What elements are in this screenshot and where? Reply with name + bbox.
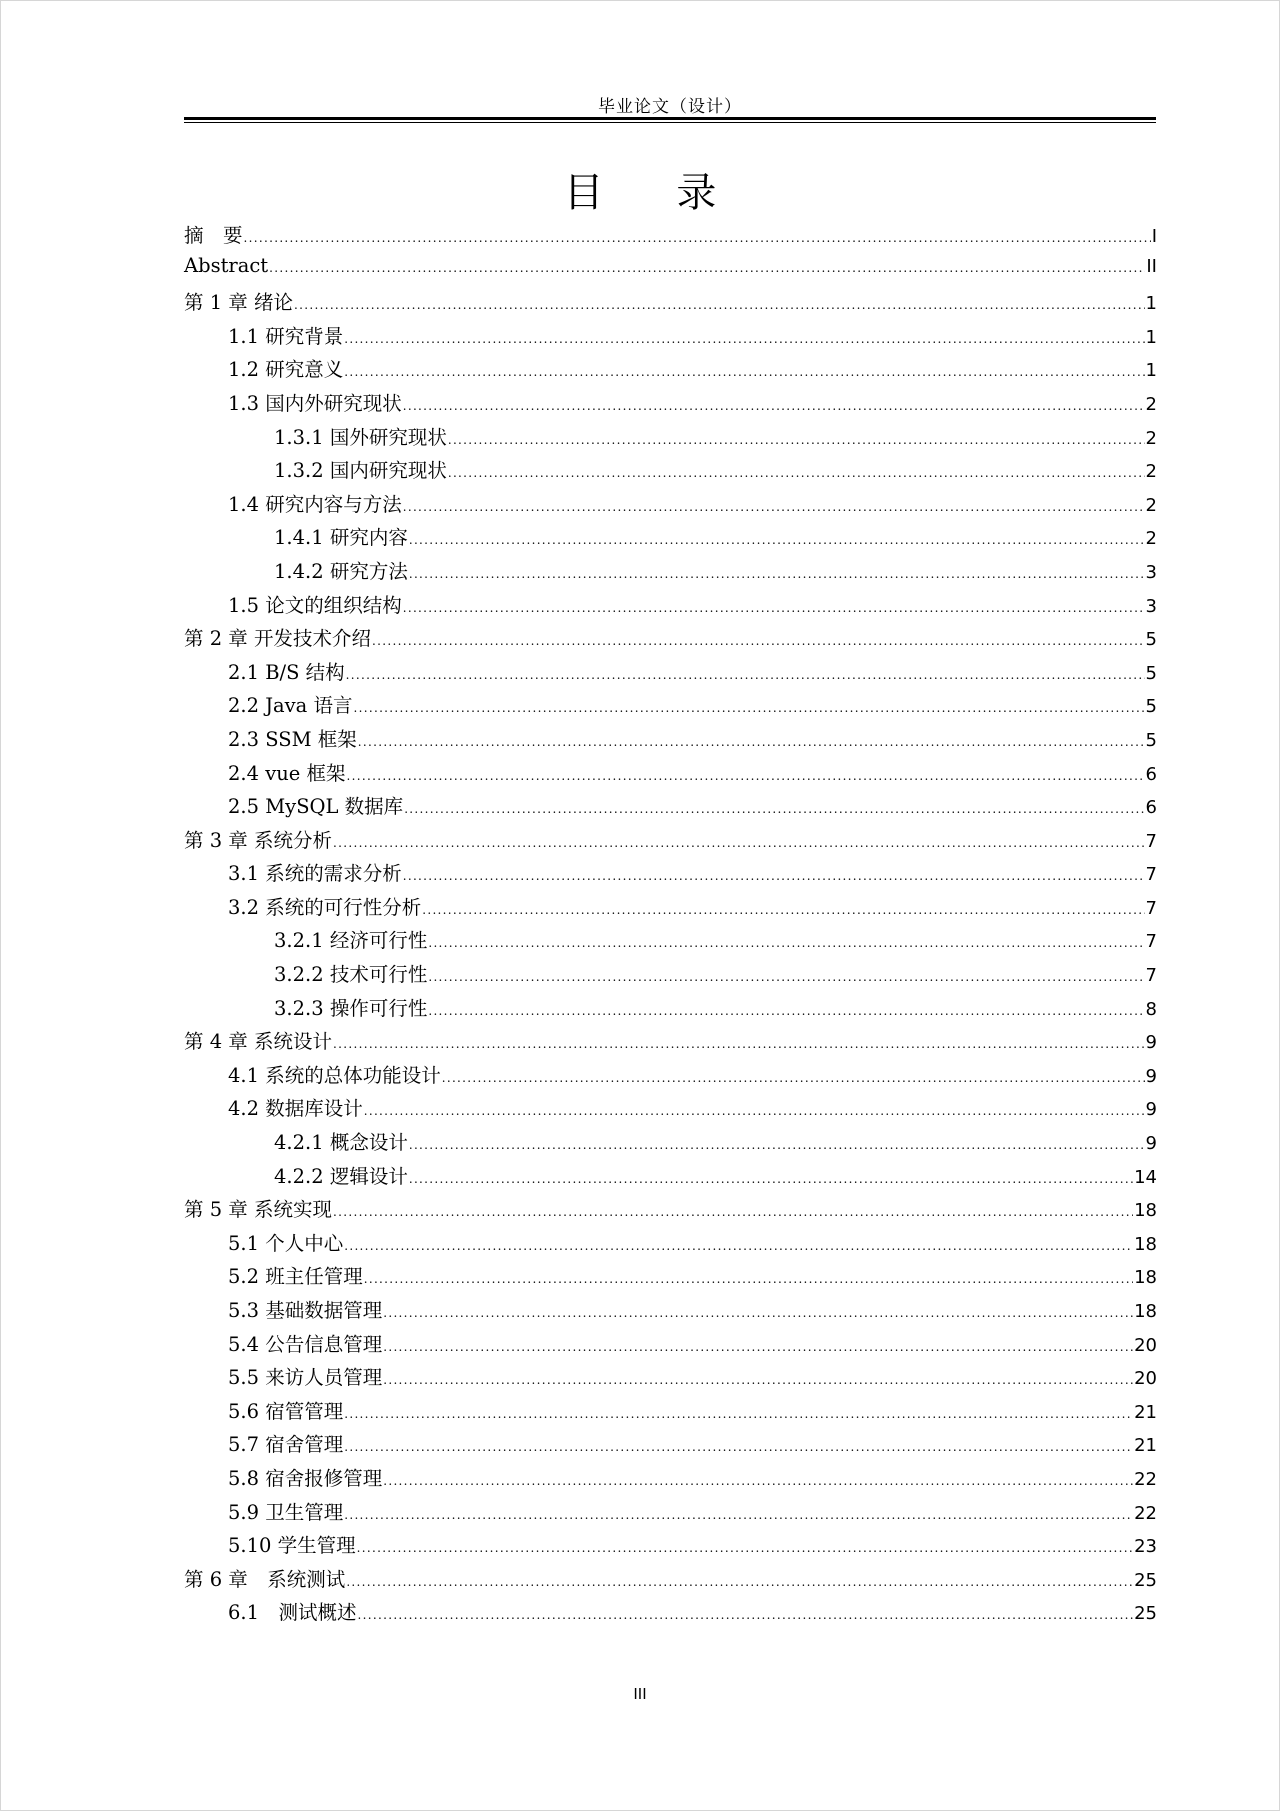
toc-leader-dots xyxy=(358,735,1145,749)
toc-entry-page: 1 xyxy=(1145,293,1157,315)
toc-entry-label: 4.2.1 概念设计 xyxy=(274,1131,408,1155)
toc-leader-dots xyxy=(357,1541,1133,1555)
toc-entry-label: 3.2.3 操作可行性 xyxy=(274,996,428,1020)
toc-entry-page: 18 xyxy=(1134,1200,1157,1222)
toc-entry[interactable] xyxy=(184,1060,1157,1094)
toc-entry[interactable] xyxy=(184,657,1157,691)
toc-entry-label: 2.3 SSM 框架 xyxy=(228,727,357,751)
toc-entry-page: 21 xyxy=(1134,1401,1157,1423)
toc-entry[interactable] xyxy=(184,993,1157,1027)
toc-entry-page: 14 xyxy=(1134,1166,1157,1188)
toc-entry-label: 第 1 章 绪论 xyxy=(184,291,294,315)
toc-leader-dots xyxy=(344,1239,1133,1253)
toc-entry-label: 5.10 学生管理 xyxy=(228,1534,356,1558)
toc-entry-label: 5.7 宿舍管理 xyxy=(228,1433,344,1457)
toc-entry-page: II xyxy=(1146,255,1157,277)
toc-entry[interactable] xyxy=(184,959,1157,993)
toc-entry-label: 2.4 vue 框架 xyxy=(228,761,346,785)
toc-entry-page: 18 xyxy=(1134,1267,1157,1289)
toc-entry-page: 7 xyxy=(1145,931,1157,953)
page-header: 毕业论文（设计） xyxy=(598,97,742,117)
toc-entry-page: 25 xyxy=(1134,1603,1157,1625)
toc-entry[interactable] xyxy=(184,1564,1157,1598)
toc-entry[interactable] xyxy=(184,925,1157,959)
toc-leader-dots xyxy=(409,533,1145,547)
toc-entry-page: 5 xyxy=(1145,729,1157,751)
toc-leader-dots xyxy=(269,261,1145,275)
toc-entry-page: 3 xyxy=(1145,561,1157,583)
toc-leader-dots xyxy=(428,1004,1144,1018)
toc-entry-label: 4.2 数据库设计 xyxy=(228,1097,363,1121)
toc-entry[interactable] xyxy=(184,1127,1157,1161)
toc-entry-page: 5 xyxy=(1145,662,1157,684)
toc-entry-page: I xyxy=(1151,226,1157,247)
toc-entry-label: 1.3 国内外研究现状 xyxy=(228,391,402,415)
toc-entry-label: 2.2 Java 语言 xyxy=(228,694,353,718)
toc-entry-page: 2 xyxy=(1145,494,1157,516)
toc-leader-dots xyxy=(346,668,1145,682)
toc-leader-dots xyxy=(364,1272,1133,1286)
toc-entry-label: 2.1 B/S 结构 xyxy=(228,660,345,684)
toc-entry-page: 25 xyxy=(1134,1569,1157,1591)
toc-leader-dots xyxy=(403,601,1145,615)
toc-entry-label: 5.4 公告信息管理 xyxy=(228,1332,383,1356)
toc-entry-page: 20 xyxy=(1134,1334,1157,1356)
toc-entry-label: 5.8 宿舍报修管理 xyxy=(228,1466,383,1490)
toc-entry[interactable] xyxy=(184,254,1157,288)
toc-entry-page: 9 xyxy=(1145,1133,1157,1155)
toc-entry-label: 3.2 系统的可行性分析 xyxy=(228,895,422,919)
toc-entry-page: 7 xyxy=(1145,965,1157,987)
toc-leader-dots xyxy=(294,298,1145,312)
toc-entry-page: 18 xyxy=(1134,1301,1157,1322)
toc-entry-page: 7 xyxy=(1145,864,1157,886)
toc-entry-page: 1 xyxy=(1145,326,1157,348)
toc-entry-page: 2 xyxy=(1145,528,1157,550)
toc-leader-dots xyxy=(333,1037,1145,1051)
toc-entry[interactable] xyxy=(184,220,1157,254)
toc-entry-label: 4.1 系统的总体功能设计 xyxy=(228,1063,441,1087)
toc-entry[interactable] xyxy=(184,1497,1157,1531)
toc-leader-dots xyxy=(403,869,1145,883)
toc-leader-dots xyxy=(428,936,1144,950)
toc-entry[interactable] xyxy=(184,623,1157,657)
toc-entry[interactable] xyxy=(184,1228,1157,1262)
toc-entry-label: 5.2 班主任管理 xyxy=(228,1265,363,1289)
toc-entry[interactable] xyxy=(184,455,1157,489)
toc-leader-dots xyxy=(344,1508,1133,1522)
toc-leader-dots xyxy=(244,231,1151,245)
toc-entry[interactable] xyxy=(184,354,1157,388)
toc-entry-page: 6 xyxy=(1145,763,1157,785)
toc-entry-page: 8 xyxy=(1145,998,1157,1020)
toc-entry[interactable] xyxy=(184,422,1157,456)
toc-leader-dots xyxy=(448,466,1145,480)
toc-entry-page: 9 xyxy=(1145,1099,1157,1121)
toc-leader-dots xyxy=(344,332,1144,346)
toc-entry-label: 2.5 MySQL 数据库 xyxy=(228,795,404,819)
table-of-contents xyxy=(184,220,1157,1631)
toc-entry[interactable] xyxy=(184,287,1157,321)
toc-entry-label: 1.1 研究背景 xyxy=(228,324,344,348)
toc-leader-dots xyxy=(333,1205,1133,1219)
toc-leader-dots xyxy=(354,701,1145,715)
toc-leader-dots xyxy=(364,1104,1145,1118)
toc-entry-label: 第 4 章 系统设计 xyxy=(184,1030,333,1054)
toc-entry-page: 2 xyxy=(1145,427,1157,449)
toc-entry-label: 第 6 章 系统测试 xyxy=(184,1567,346,1591)
toc-entry[interactable] xyxy=(184,1194,1157,1228)
toc-entry-label: 3.2.2 技术可行性 xyxy=(274,963,428,987)
toc-leader-dots xyxy=(372,634,1145,648)
toc-entry-label: Abstract xyxy=(184,253,269,277)
toc-entry[interactable] xyxy=(184,556,1157,590)
toc-leader-dots xyxy=(344,1440,1133,1454)
toc-entry[interactable] xyxy=(184,1161,1157,1195)
toc-entry-page: 22 xyxy=(1134,1468,1157,1490)
toc-entry-label: 3.2.1 经济可行性 xyxy=(274,929,428,953)
toc-entry[interactable] xyxy=(184,825,1157,859)
toc-entry[interactable] xyxy=(184,690,1157,724)
toc-leader-dots xyxy=(383,1306,1133,1320)
toc-entry-label: 第 2 章 开发技术介绍 xyxy=(184,627,372,651)
toc-leader-dots xyxy=(358,1608,1134,1622)
toc-entry-page: 7 xyxy=(1145,830,1157,852)
toc-entry-page: 2 xyxy=(1145,393,1157,415)
toc-leader-dots xyxy=(344,1407,1133,1421)
toc-entry-page: 9 xyxy=(1145,1032,1157,1054)
toc-entry[interactable] xyxy=(184,1429,1157,1463)
toc-leader-dots xyxy=(409,1172,1133,1186)
toc-entry-label: 1.4.1 研究内容 xyxy=(274,526,408,550)
toc-entry-page: 5 xyxy=(1145,629,1157,651)
toc-entry-label: 第 3 章 系统分析 xyxy=(184,828,333,852)
toc-entry-label: 1.2 研究意义 xyxy=(228,358,344,382)
page-title: 目 录 xyxy=(563,170,747,216)
toc-entry-label: 6.1 测试概述 xyxy=(228,1601,357,1625)
toc-entry[interactable] xyxy=(184,489,1157,523)
toc-leader-dots xyxy=(346,1575,1133,1589)
toc-entry[interactable] xyxy=(184,1530,1157,1564)
toc-entry[interactable] xyxy=(184,1597,1157,1631)
toc-leader-dots xyxy=(344,365,1144,379)
toc-entry-page: 22 xyxy=(1134,1502,1157,1524)
toc-entry[interactable] xyxy=(184,388,1157,422)
toc-entry-page: 5 xyxy=(1145,696,1157,718)
toc-entry[interactable] xyxy=(184,1463,1157,1497)
toc-entry[interactable] xyxy=(184,758,1157,792)
toc-entry[interactable] xyxy=(184,1362,1157,1396)
header-rule-thick xyxy=(184,117,1156,120)
header-rule-thin xyxy=(184,122,1156,123)
toc-entry[interactable] xyxy=(184,724,1157,758)
toc-entry-page: 23 xyxy=(1134,1536,1157,1558)
toc-entry-label: 4.2.2 逻辑设计 xyxy=(274,1164,408,1188)
toc-entry[interactable] xyxy=(184,1093,1157,1127)
toc-entry-label: 1.4 研究内容与方法 xyxy=(228,492,402,516)
toc-entry-label: 1.3.1 国外研究现状 xyxy=(274,425,447,449)
toc-entry[interactable] xyxy=(184,892,1157,926)
toc-entry-label: 1.3.2 国内研究现状 xyxy=(274,459,447,483)
toc-entry-page: 6 xyxy=(1145,797,1157,819)
toc-leader-dots xyxy=(333,836,1145,850)
toc-leader-dots xyxy=(404,802,1144,816)
toc-leader-dots xyxy=(428,970,1144,984)
toc-entry-page: 9 xyxy=(1145,1065,1157,1087)
toc-entry-label: 摘 要 xyxy=(184,224,243,247)
toc-entry-label: 1.4.2 研究方法 xyxy=(274,559,408,583)
toc-leader-dots xyxy=(383,1340,1133,1354)
toc-entry-page: 2 xyxy=(1145,461,1157,483)
toc-leader-dots xyxy=(409,1138,1145,1152)
toc-entry-label: 3.1 系统的需求分析 xyxy=(228,862,402,886)
toc-entry-label: 5.6 宿管管理 xyxy=(228,1399,344,1423)
toc-entry-page: 7 xyxy=(1145,897,1157,919)
toc-entry-label: 5.1 个人中心 xyxy=(228,1231,344,1255)
toc-entry[interactable] xyxy=(184,1396,1157,1430)
toc-leader-dots xyxy=(403,500,1145,514)
toc-leader-dots xyxy=(383,1474,1133,1488)
toc-leader-dots xyxy=(347,769,1145,783)
toc-entry[interactable] xyxy=(184,1026,1157,1060)
toc-entry-page: 20 xyxy=(1134,1368,1157,1390)
toc-leader-dots xyxy=(422,903,1144,917)
toc-entry-page: 18 xyxy=(1134,1233,1157,1255)
toc-leader-dots xyxy=(383,1373,1133,1387)
toc-entry[interactable] xyxy=(184,1261,1157,1295)
toc-entry-page: 21 xyxy=(1134,1435,1157,1457)
toc-entry-label: 5.3 基础数据管理 xyxy=(228,1299,383,1322)
toc-entry-label: 5.5 来访人员管理 xyxy=(228,1366,383,1390)
toc-entry[interactable] xyxy=(184,590,1157,624)
toc-entry[interactable] xyxy=(184,522,1157,556)
toc-leader-dots xyxy=(403,399,1145,413)
toc-entry[interactable] xyxy=(184,858,1157,892)
toc-entry[interactable] xyxy=(184,1295,1157,1329)
toc-entry-page: 3 xyxy=(1145,595,1157,617)
toc-entry-page: 1 xyxy=(1145,360,1157,382)
toc-entry[interactable] xyxy=(184,1329,1157,1363)
page-number: III xyxy=(633,1685,647,1703)
toc-entry-label: 第 5 章 系统实现 xyxy=(184,1198,333,1222)
toc-leader-dots xyxy=(448,433,1145,447)
toc-entry-label: 5.9 卫生管理 xyxy=(228,1500,344,1524)
toc-entry[interactable] xyxy=(184,791,1157,825)
toc-leader-dots xyxy=(409,567,1145,581)
toc-entry-label: 1.5 论文的组织结构 xyxy=(228,593,402,617)
toc-entry[interactable] xyxy=(184,321,1157,355)
toc-leader-dots xyxy=(442,1071,1145,1085)
